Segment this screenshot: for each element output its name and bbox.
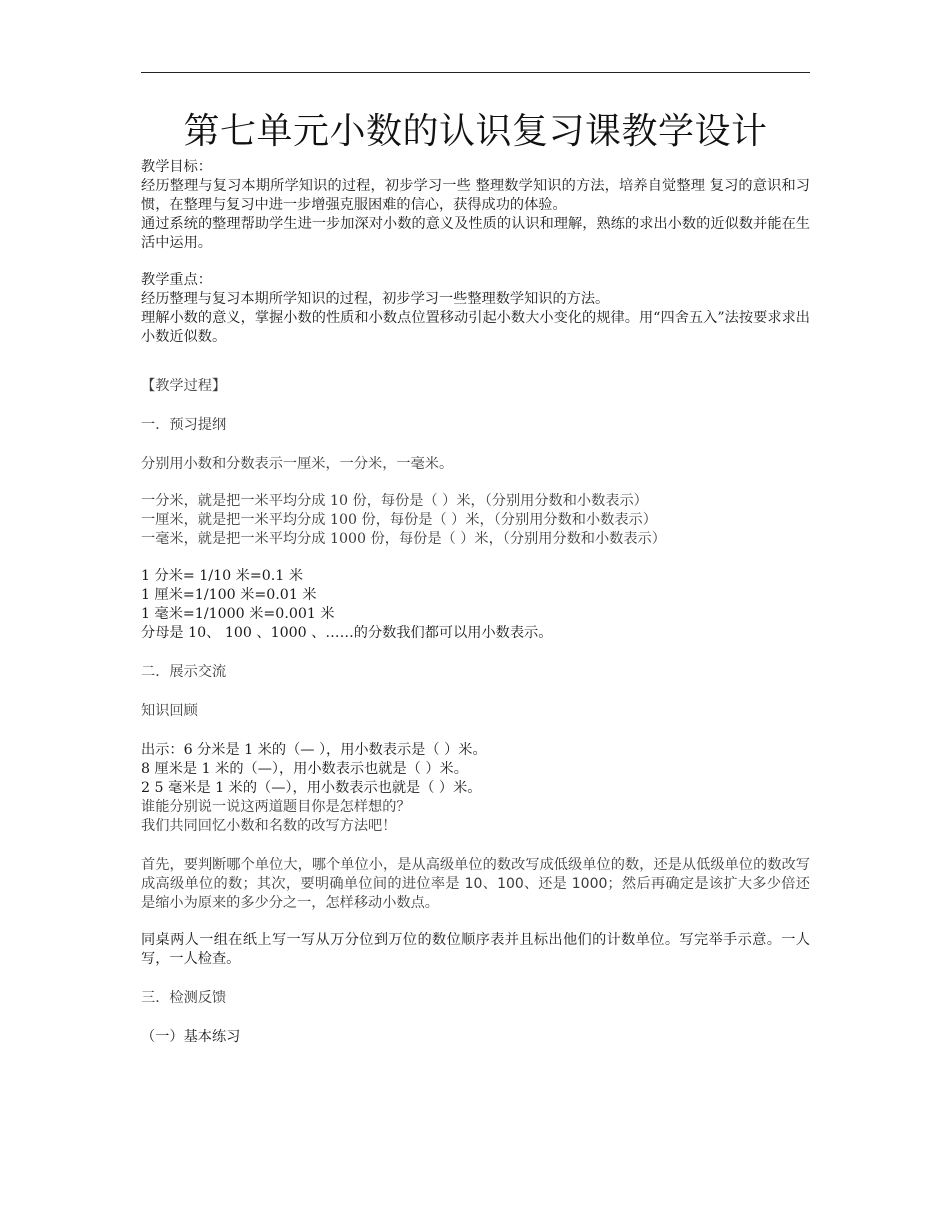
header-rule [141, 72, 810, 73]
goals-paragraph-2: 通过系统的整理帮助学生进一步加深对小数的意义及性质的认识和理解，熟练的求出小数的近似数并能在生活中运用。 [141, 216, 810, 251]
section-1-question-3: 一毫米，就是把一米平均分成 1000 份，每份是（ ）米，（分别用分数和小数表示） [141, 531, 666, 547]
section-3-subheading: （一）基本练习 [141, 1029, 241, 1045]
section-2-line-2: 8 厘米是 1 米的（—），用小数表示也就是（ ）米。 [141, 761, 468, 777]
section-2-line-5: 我们共同回忆小数和名数的改写方法吧！ [141, 818, 397, 834]
section-1-answer-1: 1 分米= 1/10 米=0.1 米 [141, 568, 304, 584]
section-1-intro: 分别用小数和分数表示一厘米，一分米，一毫米。 [141, 456, 454, 472]
section-1-question-2: 一厘米，就是把一米平均分成 100 份，每份是（ ）米，（分别用分数和小数表示） [141, 512, 657, 528]
section-2-subheading: 知识回顾 [141, 703, 198, 719]
key-points-paragraph-2: 理解小数的意义，掌握小数的性质和小数点位置移动引起小数大小变化的规律。用“四舍五入”法按要求求出小数近似数。 [141, 310, 810, 345]
process-heading: 【教学过程】 [141, 378, 227, 394]
goals-heading: 教学目标： [141, 159, 212, 175]
section-1-answer-4: 分母是 10、 100 、1000 、……的分数我们都可以用小数表示。 [141, 625, 553, 641]
key-points-heading: 教学重点： [141, 272, 212, 288]
section-2-line-3: 2 5 毫米是 1 米的（—），用小数表示也就是（ ）米。 [141, 780, 482, 796]
section-1-answer-3: 1 毫米=1/1000 米=0.001 米 [141, 606, 335, 622]
section-2-paragraph-1 [141, 856, 810, 913]
paragraph-1-part-b: ；然后再确定是该扩大多少倍还是缩小为原来的多少分之一，怎样移动小数点。 [141, 876, 810, 911]
section-2-heading: 二．展示交流 [141, 664, 227, 680]
paragraph-1-part-a: 首先，要判断哪个单位大，哪个单位小，是从高级单位的数改写成低级单位的数，还是从低级单位的数改写成高级单位的数；其次，要明确单位间的进位率是 [141, 857, 810, 892]
document-body [141, 108, 810, 1047]
section-1-question-1: 一分米，就是把一米平均分成 10 份，每份是（ ）米，（分别用分数和小数表示） [141, 493, 648, 509]
section-3-heading: 三．检测反馈 [141, 990, 227, 1006]
section-1-heading: 一．预习提纲 [141, 417, 227, 433]
section-2-line-4: 谁能分别说一说这两道题目你是怎样想的？ [141, 799, 411, 815]
section-2-line-1: 出示：6 分米是 1 米的（— ），用小数表示是（ ）米。 [141, 742, 487, 758]
section-2-paragraph-2: 同桌两人一组在纸上写一写从万分位到万位的数位顺序表并且标出他们的计数单位。写完举手示意。一人写，一人检查。 [141, 932, 810, 967]
key-points-paragraph-1: 经历整理与复习本期所学知识的过程，初步学习一些整理数学知识的方法。 [141, 291, 610, 307]
section-1-answer-2: 1 厘米=1/100 米=0.01 米 [141, 587, 317, 603]
paragraph-1-numbers: 10、100、还是 1000 [464, 876, 608, 892]
document-title: 第七单元小数的认识复习课教学设计 [183, 111, 768, 152]
goals-paragraph-1: 经历整理与复习本期所学知识的过程，初步学习一些 整理数学知识的方法，培养自觉整理 复习的意识和习惯，在整理与复习中进一步增强克服困难的信心，获得成功的体验。 [141, 178, 810, 213]
